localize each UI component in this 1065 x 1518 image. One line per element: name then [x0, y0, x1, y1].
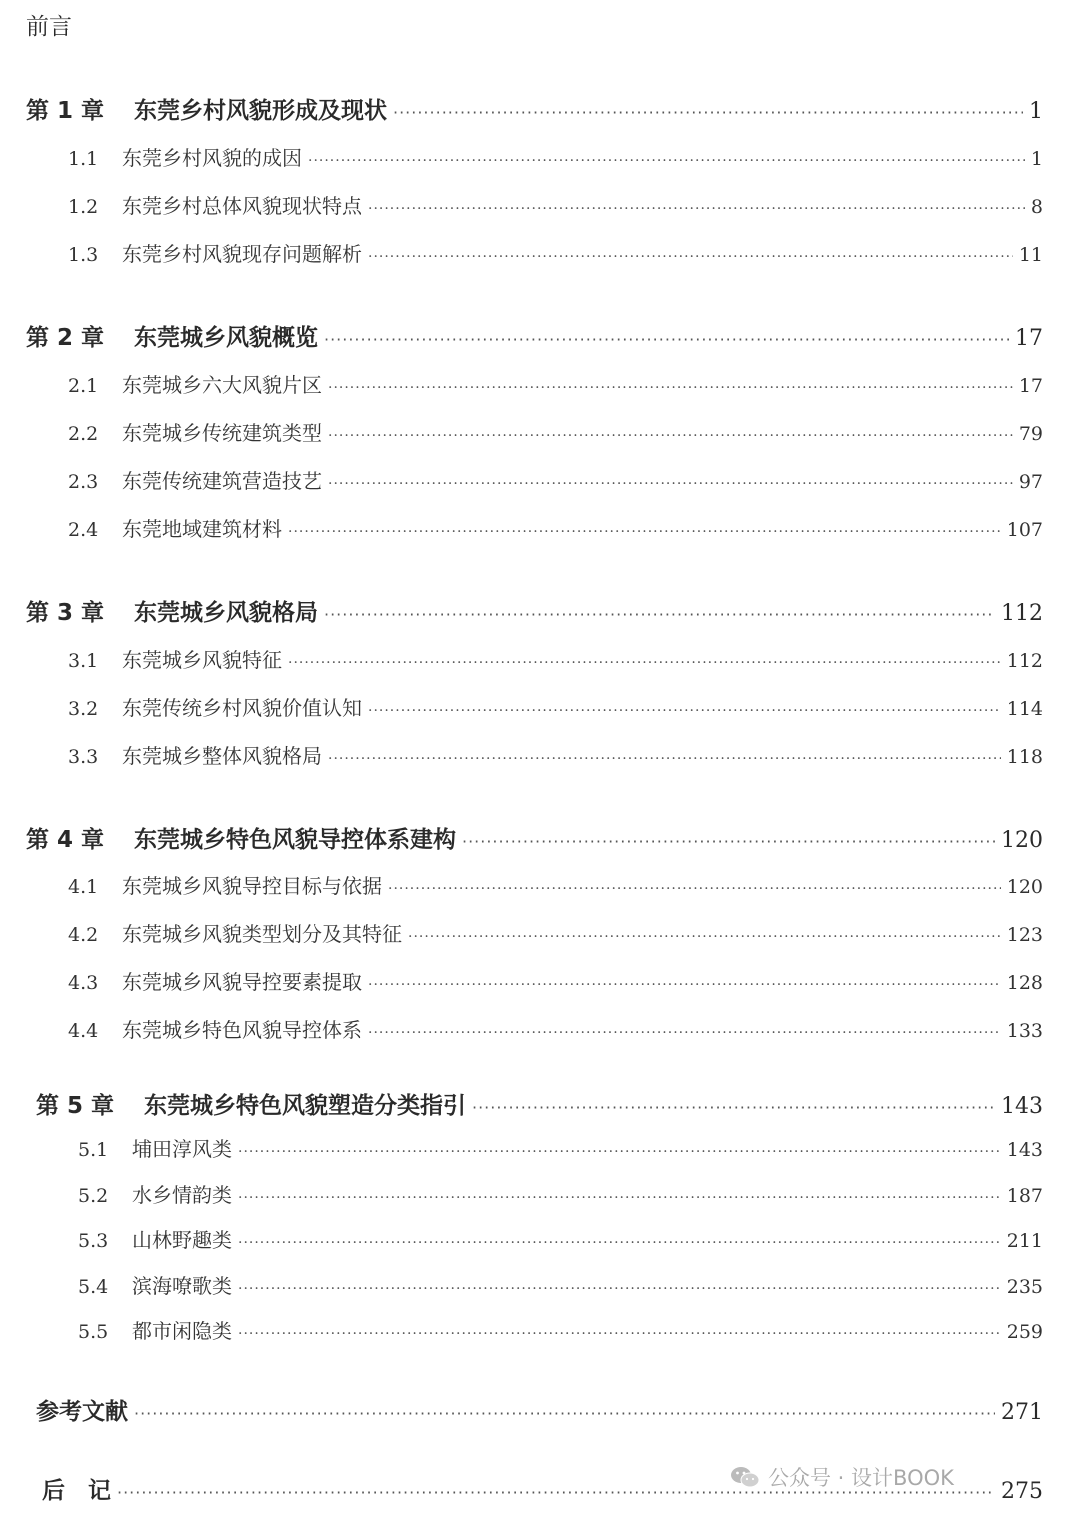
- toc-section-4-2[interactable]: [68, 918, 1043, 947]
- toc-section-2-2[interactable]: [68, 417, 1043, 446]
- section-title: 东莞城乡整体风貌格局: [122, 744, 322, 768]
- toc-section-5-4[interactable]: [78, 1270, 1043, 1299]
- page-number: 123: [1006, 924, 1043, 946]
- toc-section-4-3[interactable]: [68, 966, 1043, 995]
- toc-section-1-2[interactable]: [68, 190, 1043, 219]
- section-title: 东莞乡村风貌现存问题解析: [122, 242, 362, 266]
- toc-section-5-3[interactable]: [78, 1224, 1043, 1253]
- dot-leader: [462, 832, 995, 851]
- chapter-number: 第 3 章: [26, 600, 105, 626]
- page-number: 143: [1006, 1139, 1043, 1161]
- dot-leader: [238, 1281, 1001, 1297]
- page-number: 118: [1006, 746, 1043, 768]
- page-number: 112: [1001, 601, 1043, 626]
- page-number: 120: [1006, 876, 1043, 898]
- toc-chapter-2[interactable]: [26, 319, 1043, 352]
- page-number: 112: [1006, 650, 1043, 672]
- dot-leader: [238, 1326, 1001, 1342]
- section-title: 东莞城乡风貌特征: [122, 648, 282, 672]
- section-number: 2.1: [68, 375, 99, 397]
- section-title: 东莞传统乡村风貌价值认知: [122, 696, 362, 720]
- section-number: 5.4: [78, 1276, 109, 1298]
- section-number: 1.3: [68, 244, 99, 266]
- page-number: 143: [1001, 1094, 1043, 1119]
- section-number: 5.1: [78, 1139, 109, 1161]
- section-number: 2.4: [68, 519, 99, 541]
- toc-chapter-5[interactable]: [36, 1087, 1043, 1120]
- toc-section-2-3[interactable]: [68, 465, 1043, 494]
- section-title: 东莞乡村风貌的成因: [122, 146, 302, 170]
- toc-chapter-1[interactable]: [26, 92, 1043, 125]
- page-number: 128: [1006, 972, 1043, 994]
- toc-section-3-3[interactable]: [68, 740, 1043, 769]
- toc-chapter-3[interactable]: [26, 594, 1043, 627]
- section-title: 都市闲隐类: [132, 1319, 232, 1343]
- chapter-title: 后 记: [42, 1478, 111, 1504]
- dot-leader: [368, 703, 1001, 719]
- chapter-title: 东莞城乡特色风貌塑造分类指引: [144, 1093, 466, 1119]
- page-number: 187: [1006, 1185, 1043, 1207]
- chapter-title: 东莞城乡风貌格局: [134, 600, 318, 626]
- dot-leader: [472, 1098, 995, 1117]
- dot-leader: [134, 1404, 995, 1423]
- section-title: 水乡情韵类: [132, 1183, 232, 1207]
- dot-leader: [368, 249, 1013, 265]
- chapter-title: 东莞城乡特色风貌导控体系建构: [134, 827, 456, 853]
- page-number: 97: [1018, 471, 1043, 493]
- page-number: 114: [1006, 698, 1043, 720]
- toc-chapter-4[interactable]: [26, 821, 1043, 854]
- section-number: 5.2: [78, 1185, 109, 1207]
- section-number: 5.5: [78, 1321, 109, 1343]
- page-number: 11: [1018, 244, 1043, 266]
- dot-leader: [328, 380, 1013, 396]
- section-number: 1.1: [68, 148, 99, 170]
- section-title: 东莞地域建筑材料: [122, 517, 282, 541]
- chapter-number: 第 2 章: [26, 325, 105, 351]
- section-title: 东莞城乡风貌导控要素提取: [122, 970, 362, 994]
- page-number: 8: [1030, 196, 1043, 218]
- chapter-title: 参考文献: [36, 1399, 128, 1425]
- dot-leader: [288, 524, 1001, 540]
- section-number: 4.3: [68, 972, 99, 994]
- watermark: [730, 1462, 954, 1492]
- page-number: 1: [1030, 148, 1043, 170]
- chapter-number: 第 4 章: [26, 827, 105, 853]
- section-title: 埔田淳风类: [132, 1137, 232, 1161]
- preface-heading: 前言: [26, 14, 72, 40]
- page-number: 133: [1006, 1020, 1043, 1042]
- dot-leader: [388, 881, 1001, 897]
- section-number: 3.3: [68, 746, 99, 768]
- dot-leader: [324, 330, 1009, 349]
- section-title: 东莞城乡特色风貌导控体系: [122, 1018, 362, 1042]
- section-number: 2.2: [68, 423, 99, 445]
- dot-leader: [238, 1235, 1001, 1251]
- dot-leader: [368, 201, 1025, 217]
- chapter-title: 东莞乡村风貌形成及现状: [134, 98, 387, 124]
- toc-section-4-1[interactable]: [68, 870, 1043, 899]
- dot-leader: [368, 977, 1001, 993]
- dot-leader: [328, 428, 1013, 444]
- page-number: 271: [1001, 1400, 1043, 1425]
- wechat-icon: [730, 1465, 760, 1489]
- section-title: 东莞城乡风貌类型划分及其特征: [122, 922, 402, 946]
- toc-section-5-2[interactable]: [78, 1179, 1043, 1208]
- section-title: 东莞传统建筑营造技艺: [122, 469, 322, 493]
- page-number: 79: [1018, 423, 1043, 445]
- dot-leader: [328, 476, 1013, 492]
- toc-section-2-4[interactable]: [68, 513, 1043, 542]
- section-number: 5.3: [78, 1230, 109, 1252]
- dot-leader: [393, 103, 1023, 122]
- section-number: 3.2: [68, 698, 99, 720]
- section-number: 3.1: [68, 650, 99, 672]
- section-number: 4.1: [68, 876, 99, 898]
- page-number: 275: [1001, 1479, 1043, 1504]
- dot-leader: [408, 929, 1001, 945]
- page-number: 17: [1015, 326, 1043, 351]
- dot-leader: [328, 751, 1001, 767]
- section-title: 东莞城乡六大风貌片区: [122, 373, 322, 397]
- page-number: 107: [1006, 519, 1043, 541]
- section-number: 4.4: [68, 1020, 99, 1042]
- toc-section-5-5[interactable]: [78, 1315, 1043, 1344]
- dot-leader: [324, 605, 995, 624]
- chapter-number: 第 5 章: [36, 1093, 115, 1119]
- page-number: 17: [1018, 375, 1043, 397]
- toc-section-2-1[interactable]: [68, 369, 1043, 398]
- toc-section-4-4[interactable]: [68, 1014, 1043, 1043]
- page-number: 259: [1006, 1321, 1043, 1343]
- chapter-title: 东莞城乡风貌概览: [134, 325, 318, 351]
- section-number: 1.2: [68, 196, 99, 218]
- watermark-text: 公众号 · 设计BOOK: [768, 1466, 954, 1490]
- toc-section-1-3[interactable]: [68, 238, 1043, 267]
- dot-leader: [308, 153, 1025, 169]
- page-number: 211: [1006, 1230, 1043, 1252]
- section-title: 山林野趣类: [132, 1228, 232, 1252]
- page-number: 120: [1001, 828, 1043, 853]
- section-number: 2.3: [68, 471, 99, 493]
- page-number: 235: [1006, 1276, 1043, 1298]
- section-number: 4.2: [68, 924, 99, 946]
- chapter-number: 第 1 章: [26, 98, 105, 124]
- toc-section-1-1[interactable]: [68, 142, 1043, 171]
- section-title: 东莞城乡传统建筑类型: [122, 421, 322, 445]
- dot-leader: [368, 1025, 1001, 1041]
- page-number: 1: [1029, 99, 1043, 124]
- dot-leader: [238, 1144, 1001, 1160]
- section-title: 东莞城乡风貌导控目标与依据: [122, 874, 382, 898]
- toc-section-3-2[interactable]: [68, 692, 1043, 721]
- toc-section-3-1[interactable]: [68, 644, 1043, 673]
- toc-references[interactable]: [36, 1393, 1043, 1426]
- dot-leader: [238, 1190, 1001, 1206]
- section-title: 滨海嘹歌类: [132, 1274, 232, 1298]
- toc-section-5-1[interactable]: [78, 1133, 1043, 1162]
- dot-leader: [288, 655, 1001, 671]
- section-title: 东莞乡村总体风貌现状特点: [122, 194, 362, 218]
